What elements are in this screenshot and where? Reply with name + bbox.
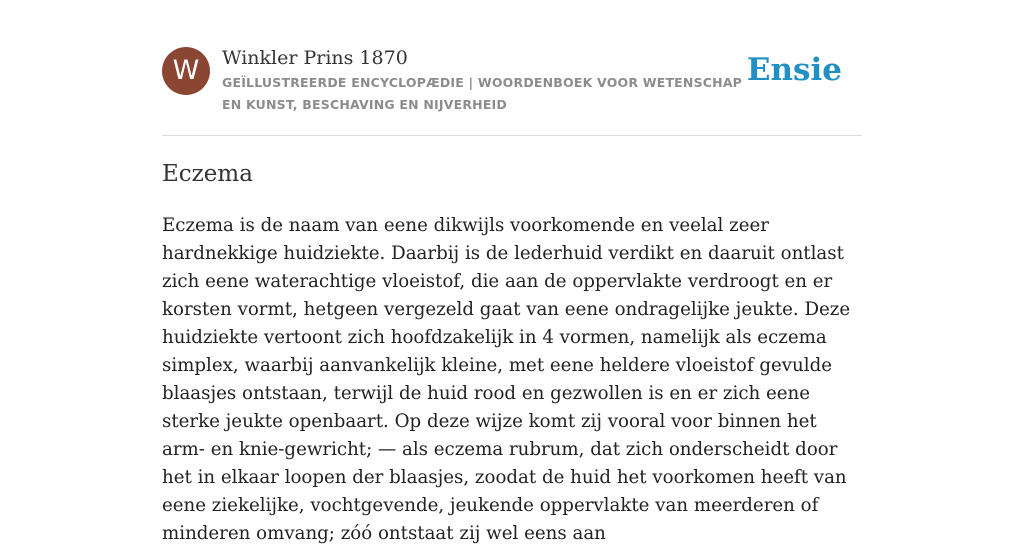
source-subtitle: GEÏLLUSTREERDE ENCYCLOPÆDIE | WOORDENBOEK VOOR WETENSCHAP EN KUNST, BESCHAVING EN NIJVERHEID	[222, 75, 743, 112]
source-title[interactable]: Winkler Prins 1870	[222, 47, 408, 69]
source-header	[162, 46, 862, 136]
entry-paragraph: Eczema is de naam van eene dikwijls voorkomende en veelal zeer hardnekkige huidziekte. Daarbij is de lederhuid verdikt en daaruit ontlast zich eene waterachtige vloeistof, die aan de oppervlakte verdroogt en er korsten vormt, hetgeen vergezeld gaat van eene ondragelijke jeukte. Deze huidziekte vertoont zich hoofdzakelijk in 4 vormen, namelijk als eczema simplex, waarbij aanvankelijk kleine, met eene heldere vloeistof gevulde blaasjes ontstaan, terwijl de huid rood en gezwollen is en er zich eene sterke jeukte openbaart. Op deze wijze komt zij vooral voor binnen het arm- en knie-gewricht; — als eczema rubrum, dat zich onderscheidt door het in elkaar loopen der blaasjes, zoodat de huid het voorkomen heeft van eene ziekelijke, vochtgevende, jeukende oppervlakte van meerderen of minderen omvang; zóó ontstaat zij wel eens aan	[162, 215, 851, 544]
source-avatar[interactable]: W	[162, 47, 210, 95]
entry-body	[162, 212, 862, 548]
header-divider	[162, 135, 862, 136]
entry-title: Eczema	[162, 161, 253, 187]
ensie-logo[interactable]: Ensie	[746, 52, 842, 88]
